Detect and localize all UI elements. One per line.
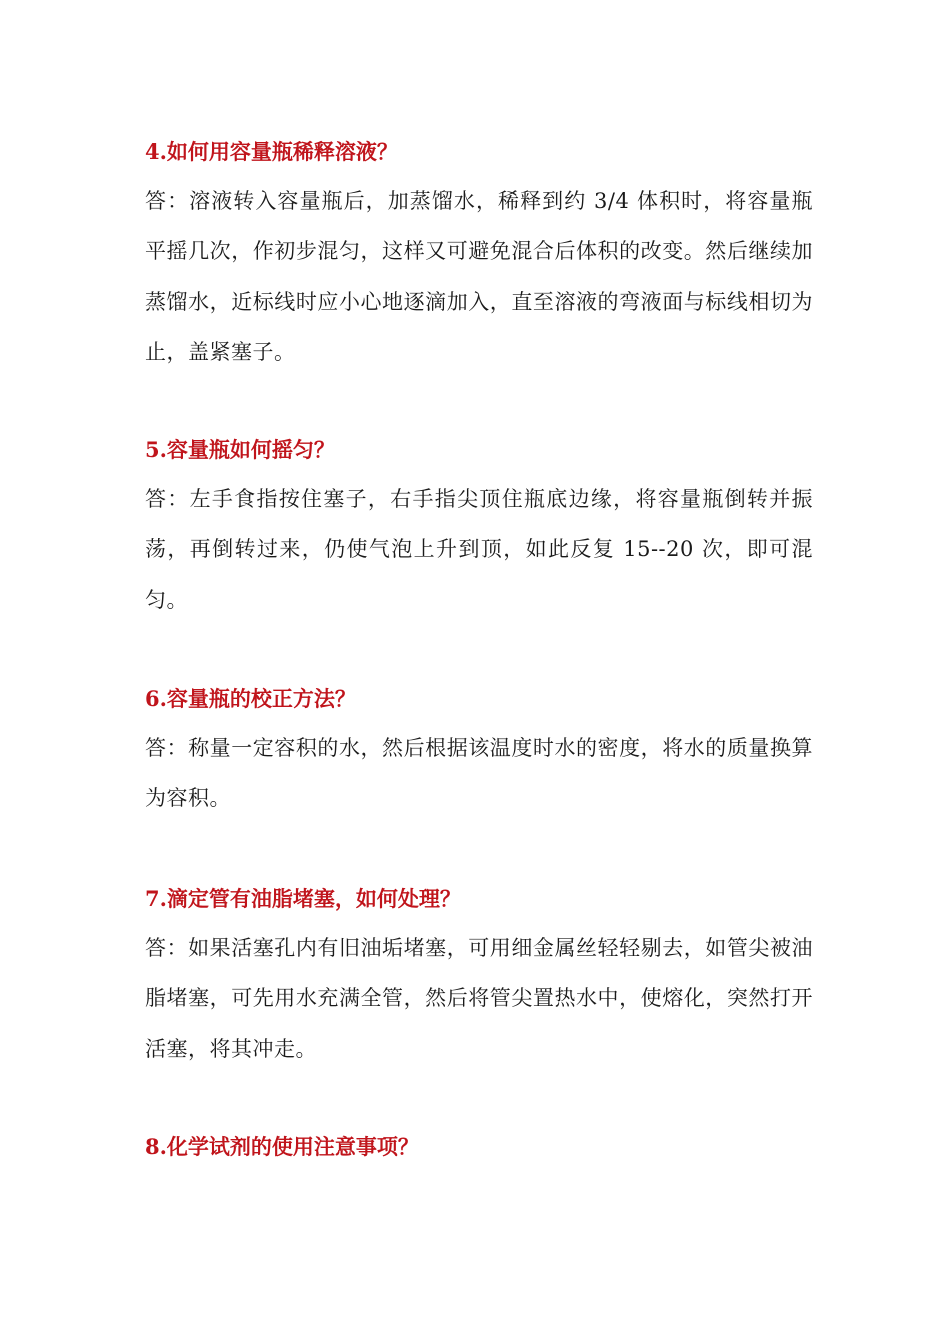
qa-item-4 [145,128,813,377]
answer-text: 答：如果活塞孔内有旧油垢堵塞，可用细金属丝轻轻剔去，如管尖被油脂堵塞，可先用水充满全管，然后将管尖置热水中，使熔化，突然打开活塞，将其冲走。 [145,936,813,1061]
qa-item-8 [145,1123,813,1171]
question-heading: 4.如何用容量瓶稀释溶液？ [145,139,398,164]
answer-text: 答：溶液转入容量瓶后，加蒸馏水，稀释到约 3/4 体积时，将容量瓶平摇几次，作初步混匀，这样又可避免混合后体积的改变。然后继续加蒸馏水，近标线时应小心地逐滴加入，直至溶液的弯液面与标线相切为止，盖紧塞子。 [145,189,813,364]
question-heading: 6.容量瓶的校正方法？ [145,686,356,711]
qa-item-5 [145,426,813,625]
answer-text: 答：左手食指按住塞子，右手指尖顶住瓶底边缘，将容量瓶倒转并振荡，再倒转过来，仍使气泡上升到顶，如此反复 15--20 次，即可混匀。 [145,487,813,612]
qa-item-7 [145,875,813,1074]
question-heading: 7.滴定管有油脂堵塞，如何处理？ [145,886,461,911]
question-heading: 8.化学试剂的使用注意事项？ [145,1134,419,1159]
question-heading: 5.容量瓶如何摇匀？ [145,437,335,462]
qa-item-6 [145,675,813,824]
answer-text: 答：称量一定容积的水，然后根据该温度时水的密度，将水的质量换算为容积。 [145,736,813,811]
